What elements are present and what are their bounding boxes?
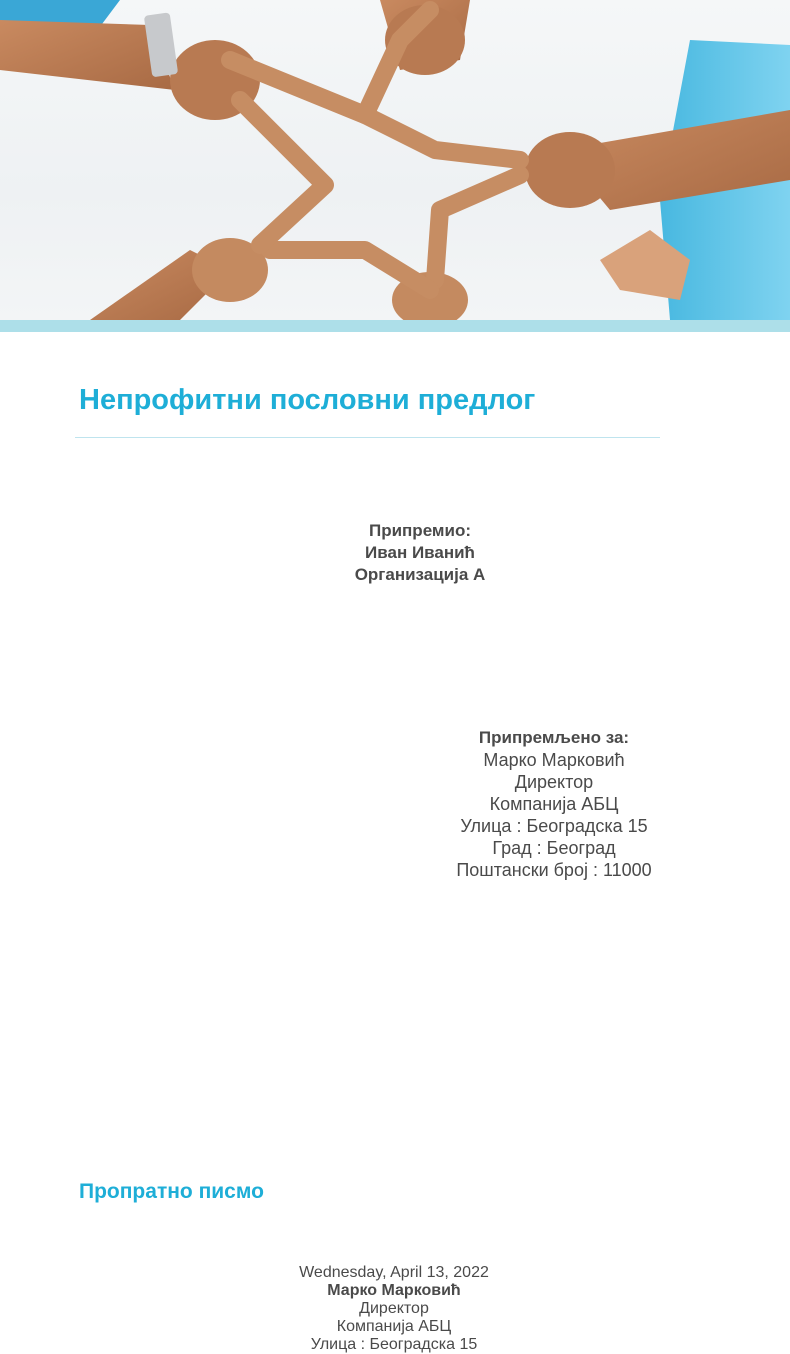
recipient-city: Град : Београд bbox=[492, 838, 616, 858]
letter-recipient-company: Компанија АБЦ bbox=[336, 1318, 452, 1335]
letter-recipient-name: Марко Марковић bbox=[327, 1282, 461, 1299]
prepared-for-block bbox=[420, 727, 688, 881]
letter-recipient-role: Директор bbox=[359, 1300, 429, 1317]
title-divider bbox=[75, 437, 660, 438]
prepared-for-heading: Припремљено за: bbox=[478, 728, 630, 747]
document-title: Непрофитни пословни предлог bbox=[79, 384, 536, 416]
recipient-street: Улица : Београдска 15 bbox=[460, 816, 648, 836]
recipient-company: Компанија АБЦ bbox=[489, 794, 619, 814]
prepared-by-block bbox=[320, 520, 520, 586]
letter-recipient-street: Улица : Београдска 15 bbox=[310, 1336, 478, 1353]
recipient-postal: Поштански број : 11000 bbox=[456, 860, 652, 880]
prepared-by-heading: Припремио: bbox=[368, 521, 471, 540]
letter-date: Wednesday, April 13, 2022 bbox=[299, 1264, 489, 1281]
hero-accent-band bbox=[0, 320, 790, 332]
star-of-hands-image bbox=[0, 0, 790, 320]
hero-image bbox=[0, 0, 790, 320]
prepared-by-organization: Организација А bbox=[354, 565, 486, 584]
recipient-name: Марко Марковић bbox=[483, 750, 625, 770]
cover-letter-heading: Пропратно писмо bbox=[79, 1180, 264, 1203]
recipient-role: Директор bbox=[514, 772, 594, 792]
prepared-by-name: Иван Иванић bbox=[365, 543, 475, 562]
